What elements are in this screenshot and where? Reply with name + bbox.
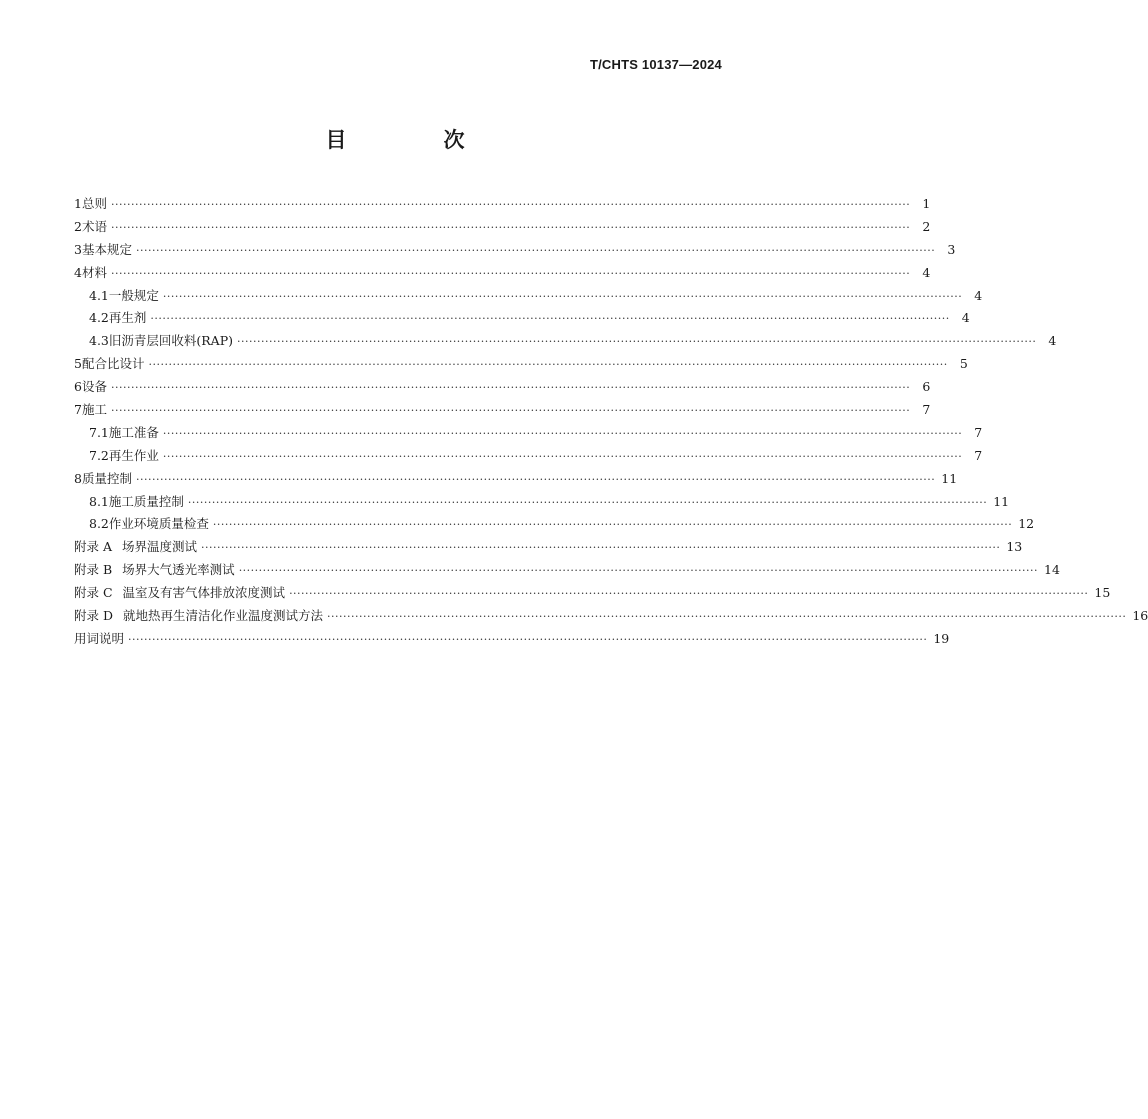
- toc-entry-number: 7: [74, 402, 82, 418]
- toc-entry-number: 4.1: [89, 287, 109, 303]
- table-of-contents: [74, 194, 1148, 652]
- toc-entry-page-number: 4: [961, 310, 970, 326]
- dot-leader: ········································································································································································································: [327, 610, 1127, 624]
- toc-entry-title: 场界温度测试: [122, 539, 198, 555]
- toc-entry[interactable]: [74, 354, 968, 377]
- toc-entry-title: 场界大气透光率测试: [122, 562, 235, 578]
- dot-leader: ········································································································································································································: [148, 358, 948, 372]
- document-code: T/CHTS 10137—2024: [589, 57, 722, 72]
- dot-leader: ········································································································································································································: [289, 587, 1089, 601]
- toc-entry-page-number: 12: [1018, 516, 1035, 532]
- toc-entry-title: 用词说明: [74, 630, 125, 646]
- toc-entry-page-number: 4: [922, 264, 931, 280]
- toc-entry[interactable]: [74, 629, 950, 652]
- dot-leader: ········································································································································································································: [187, 495, 988, 509]
- toc-entry-page-number: 4: [974, 287, 983, 303]
- toc-entry[interactable]: [74, 240, 956, 263]
- toc-entry-number: 7.1: [89, 424, 109, 440]
- dot-leader: ········································································································································································································: [238, 564, 1039, 578]
- toc-entry-number: 8: [74, 470, 82, 486]
- toc-entry-page-number: 19: [933, 630, 950, 646]
- toc-entry-page-number: 11: [993, 493, 1010, 509]
- toc-entry[interactable]: [74, 377, 931, 400]
- dot-leader: ········································································································································································································: [201, 541, 1001, 555]
- toc-entry-page-number: 4: [1048, 333, 1057, 349]
- toc-entry[interactable]: [74, 537, 1023, 560]
- toc-entry-number: 3: [74, 241, 82, 257]
- dot-leader: ········································································································································································································: [162, 449, 963, 463]
- dot-leader: ········································································································································································································: [162, 289, 963, 303]
- dot-leader: ········································································································································································································: [237, 335, 1037, 349]
- toc-entry-number: 8.2: [89, 516, 109, 532]
- toc-entry-page-number: 16: [1132, 608, 1148, 624]
- toc-entry[interactable]: [74, 286, 983, 309]
- toc-entry[interactable]: [74, 469, 958, 492]
- toc-entry-title: 材料: [81, 264, 107, 280]
- toc-entry-title: 设备: [81, 379, 107, 395]
- toc-entry-title: 一般规定: [108, 287, 159, 303]
- toc-entry-page-number: 3: [947, 241, 956, 257]
- dot-leader: ········································································································································································································: [110, 266, 911, 280]
- toc-entry[interactable]: [74, 423, 983, 446]
- toc-entry-number: 8.1: [89, 493, 109, 509]
- toc-entry-title: 再生剂: [108, 310, 147, 326]
- toc-entry[interactable]: [74, 514, 1035, 537]
- toc-entry-page-number: 7: [922, 402, 931, 418]
- toc-entry-title: 配合比设计: [81, 356, 145, 372]
- page-title: 目 次: [325, 127, 503, 152]
- toc-entry[interactable]: [74, 583, 1111, 606]
- dot-leader: ········································································································································································································: [128, 632, 928, 646]
- toc-entry-number: 5: [74, 356, 82, 372]
- toc-entry-title: 旧沥青层回收料(RAP): [108, 333, 233, 349]
- toc-entry[interactable]: [74, 331, 1057, 354]
- toc-entry-page-number: 7: [974, 424, 983, 440]
- toc-entry-number: 2: [74, 218, 82, 234]
- toc-entry-number: 附录 C: [74, 585, 113, 601]
- toc-entry-number: 4: [74, 264, 82, 280]
- toc-entry-page-number: 13: [1006, 539, 1023, 555]
- dot-leader: ········································································································································································································: [110, 404, 911, 418]
- dot-leader: ········································································································································································································: [110, 381, 911, 395]
- toc-entry-number: 7.2: [89, 447, 109, 463]
- toc-entry-title: 再生作业: [108, 447, 159, 463]
- toc-entry-number: 1: [74, 196, 82, 211]
- toc-entry-page-number: 11: [941, 470, 958, 486]
- toc-entry-title: 术语: [81, 218, 107, 234]
- dot-leader: ········································································································································································································: [110, 220, 911, 234]
- dot-leader: ········································································································································································································: [110, 198, 911, 211]
- toc-entry-title: 就地热再生清洁化作业温度测试方法: [123, 608, 324, 624]
- dot-leader: ········································································································································································································: [135, 243, 936, 257]
- toc-entry-title: 施工质量控制: [108, 493, 184, 509]
- dot-leader: ········································································································································································································: [212, 518, 1013, 532]
- toc-entry[interactable]: [74, 400, 931, 423]
- toc-entry[interactable]: [74, 308, 970, 331]
- dot-leader: ········································································································································································································: [150, 312, 950, 326]
- toc-entry-title: 基本规定: [81, 241, 132, 257]
- dot-leader: ········································································································································································································: [162, 426, 963, 440]
- toc-entry-number: 附录 B: [74, 562, 113, 578]
- toc-entry-page-number: 6: [922, 379, 931, 395]
- toc-entry[interactable]: [74, 606, 1148, 629]
- toc-entry[interactable]: [74, 194, 931, 217]
- toc-entry-number: 附录 D: [74, 608, 113, 624]
- toc-entry-title: 施工: [81, 402, 107, 418]
- toc-entry-page-number: 2: [922, 218, 931, 234]
- toc-entry-title: 施工准备: [108, 424, 159, 440]
- toc-entry-page-number: 14: [1044, 562, 1060, 578]
- toc-entry-title: 作业环境质量检查: [108, 516, 209, 532]
- toc-entry-number: 附录 A: [74, 539, 113, 555]
- dot-leader: ········································································································································································································: [135, 472, 936, 486]
- toc-entry-title: 温室及有害气体排放浓度测试: [122, 585, 286, 601]
- toc-entry[interactable]: [74, 217, 931, 240]
- toc-entry-number: 4.3: [89, 333, 109, 349]
- toc-entry-page-number: 5: [959, 356, 968, 372]
- toc-entry[interactable]: [74, 446, 983, 469]
- toc-entry-page-number: 1: [922, 196, 931, 211]
- toc-entry-title: 质量控制: [81, 470, 132, 486]
- toc-entry-title: 总则: [81, 196, 107, 211]
- toc-entry[interactable]: [74, 263, 931, 286]
- toc-entry-page-number: 7: [974, 447, 983, 463]
- toc-entry[interactable]: [74, 492, 1010, 515]
- toc-entry-number: 6: [74, 379, 82, 395]
- toc-entry-page-number: 15: [1094, 585, 1111, 601]
- toc-entry-number: 4.2: [89, 310, 109, 326]
- toc-entry[interactable]: [74, 560, 1060, 583]
